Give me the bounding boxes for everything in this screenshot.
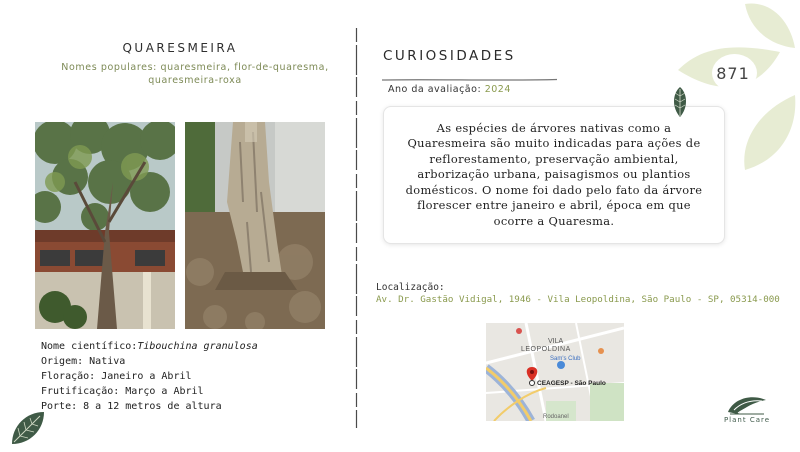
popular-names xyxy=(50,61,340,87)
tree-photo xyxy=(35,122,175,329)
map-district-2: LEOPOLDINA xyxy=(521,346,571,353)
scientific-name xyxy=(41,339,258,354)
curiosities-heading: CURIOSIDADES xyxy=(383,48,516,64)
plant-title: QUARESMEIRA xyxy=(122,41,238,55)
origin: Origem: Nativa xyxy=(41,356,126,367)
leaf-icon xyxy=(8,408,48,452)
location-address: Av. Dr. Gastão Vidigal, 1946 - Vila Leopoldina, São Paulo - SP, 05314-000 xyxy=(376,294,780,305)
column-divider xyxy=(355,28,358,428)
decorative-leaves xyxy=(670,0,800,184)
popular-names-value: quaresmeira, flor-de-quaresma, quaresmeira-roxa xyxy=(148,62,329,86)
location-label: Localização: xyxy=(376,282,445,293)
plant-facts xyxy=(41,339,258,414)
curiosities-text: As espécies de árvores nativas como a Quaresmeira são muito indicadas para ações de reflorestamento, preservação ambiental, arborização urbana, paisagismos ou plantios domésticos. O nome foi dado pelo fato da árvore florescer entre janeiro e abril, época em que ocorre a Quaresma. xyxy=(405,120,703,228)
size: Porte: 8 a 12 metros de altura xyxy=(41,401,222,412)
brand-name: Plant Care xyxy=(723,416,771,424)
scientific-name-value: Tibouchina granulosa xyxy=(137,341,258,352)
evaluation-year-value: 2024 xyxy=(484,84,511,95)
evaluation-year-label: Ano da avaliação: xyxy=(388,84,482,95)
evaluation-year xyxy=(388,84,511,95)
map-place: Sam's Club xyxy=(550,356,581,362)
popular-names-label: Nomes populares: xyxy=(61,62,157,73)
flowering: Floração: Janeiro a Abril xyxy=(41,371,192,382)
badge-number: 871 xyxy=(716,63,750,83)
location-map[interactable] xyxy=(486,323,624,421)
trunk-photo xyxy=(185,122,325,329)
map-district-1: VILA xyxy=(548,338,564,345)
fruiting: Frutificação: Março a Abril xyxy=(41,386,204,397)
map-road: Rodoanel xyxy=(543,414,569,420)
map-pin-label: CEAGESP - São Paulo xyxy=(537,380,606,387)
scientific-name-label: Nome científico: xyxy=(41,341,138,352)
